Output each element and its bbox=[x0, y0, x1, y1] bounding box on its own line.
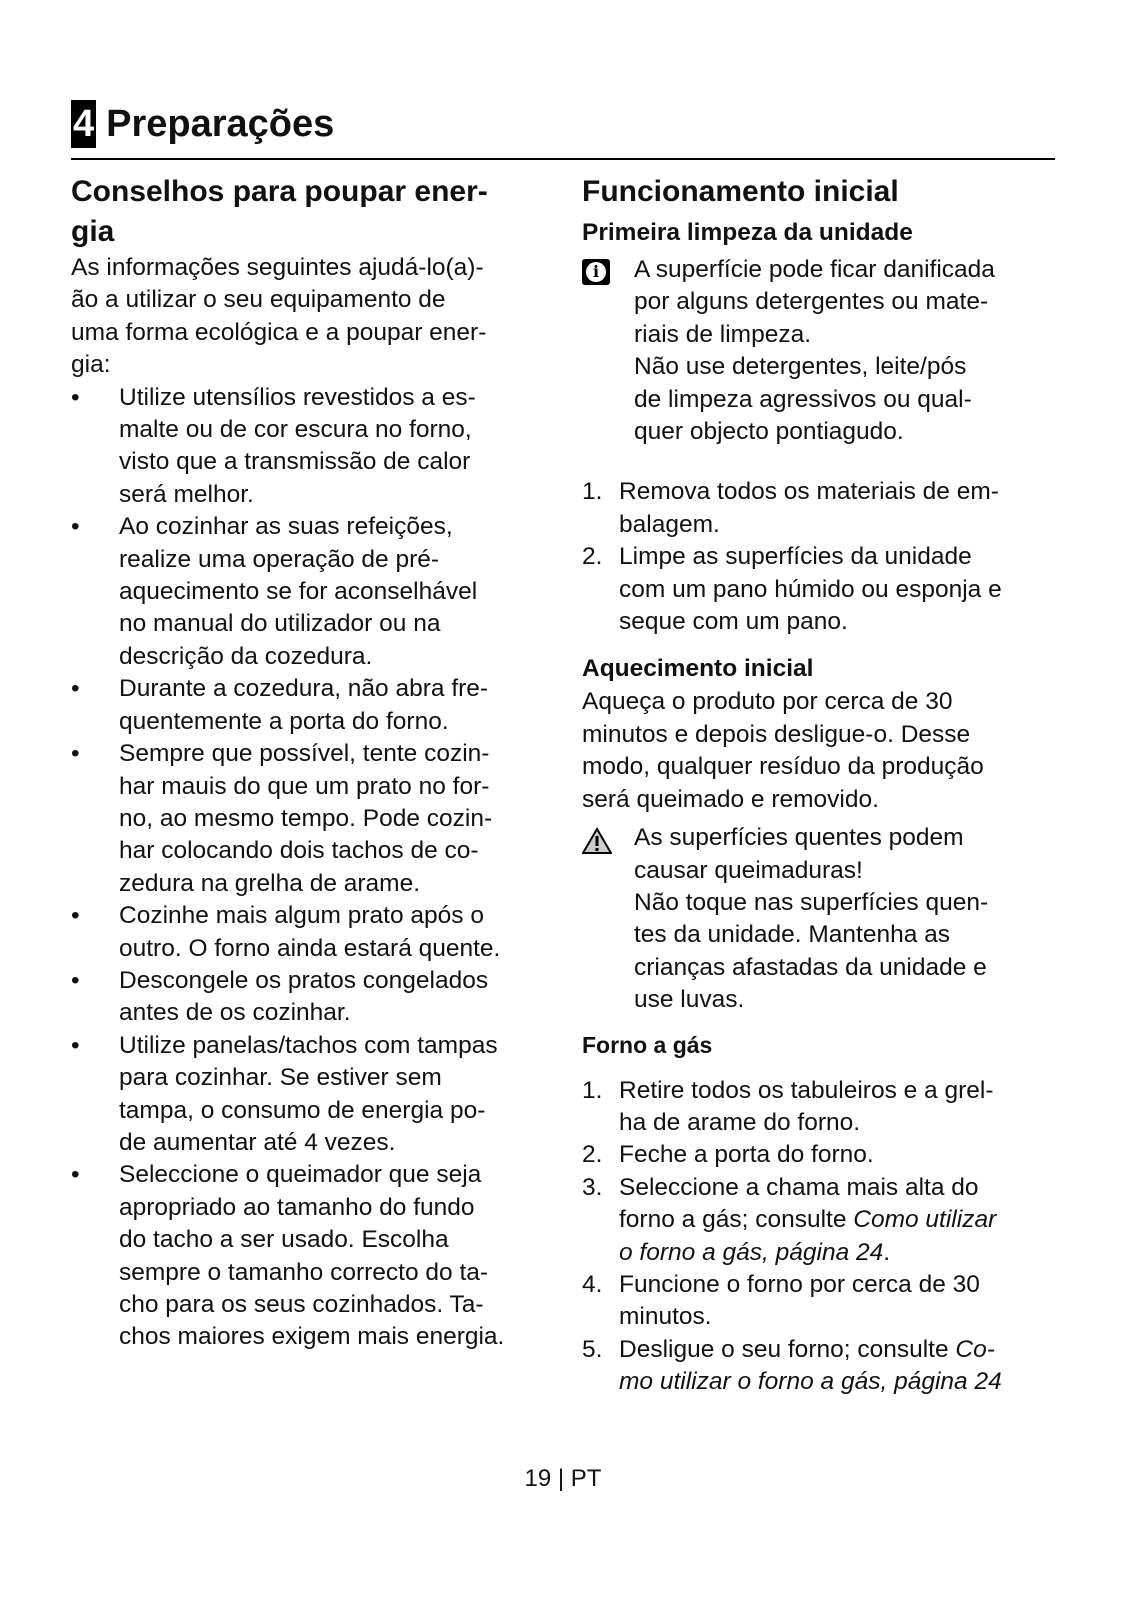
warning-note: As superfícies quentes podem causar queimaduras! Não toque nas superfícies quen- tes da unidade. Mantenha as crianças afastadas da unidade e use luvas. bbox=[582, 822, 1052, 1016]
bullet-icon: • bbox=[71, 740, 80, 768]
initial-heating-heading: Aquecimento inicial bbox=[582, 655, 814, 683]
gas-step: 4. Funcione o forno por cerca de 30 minutos. bbox=[582, 1270, 980, 1331]
bullet-icon: • bbox=[71, 383, 80, 411]
initial-heating-text: Aqueça o produto por cerca de 30 minutos e depois desligue-o. Desse modo, qualquer resíduo da produção será queimado e removido. bbox=[582, 688, 984, 813]
gas-oven-heading: Forno a gás bbox=[582, 1031, 713, 1058]
page-number: 19 | PT bbox=[524, 1465, 602, 1492]
info-icon: i bbox=[582, 259, 610, 285]
cross-reference-link: Co- bbox=[955, 1335, 995, 1363]
bullet-icon: • bbox=[71, 966, 80, 994]
gas-oven-steps bbox=[582, 1075, 1052, 1399]
energy-tip-item: • Seleccione o queimador que seja apropriado ao tamanho do fundo do tacho a ser usado. Escolha sempre o tamanho correcto do ta- cho para os seus cozinhados. Ta- chos maiores exigem mais energia. bbox=[71, 1159, 551, 1353]
warning-icon bbox=[582, 827, 612, 855]
energy-tip-item: • Descongele os pratos congelados antes de os cozinhar. bbox=[71, 965, 551, 1030]
energy-tip-item: • Utilize panelas/tachos com tampas para cozinhar. Se estiver sem tampa, o consumo de energia po- de aumentar até 4 vezes. bbox=[71, 1030, 551, 1160]
heading-rule bbox=[71, 158, 1055, 160]
bullet-icon: • bbox=[71, 675, 80, 703]
cross-reference-link: Como utilizar bbox=[853, 1206, 997, 1234]
energy-tip-item: • Durante a cozedura, não abra fre- quentemente a porta do forno. bbox=[71, 673, 551, 738]
cleaning-steps bbox=[582, 476, 1052, 638]
gas-step: 2. Feche a porta do forno. bbox=[582, 1141, 874, 1169]
cleaning-step: 1. Remova todos os materiais de em- balagem. bbox=[582, 478, 999, 538]
bullet-icon: • bbox=[71, 1161, 80, 1189]
initial-operation-section bbox=[582, 172, 1052, 1399]
bullet-icon: • bbox=[71, 1031, 80, 1059]
energy-tip-item: • Cozinhe mais algum prato após o outro. O forno ainda estará quente. bbox=[71, 900, 551, 965]
gas-step: 1. Retire todos os tabuleiros e a grel- ha de arame do forno. bbox=[582, 1076, 994, 1136]
cleaning-step: 2. Limpe as superfícies da unidade com um pano húmido ou esponja e seque com um pano. bbox=[582, 543, 1002, 636]
gas-step: 5. Desligue o seu forno; consulte Co- mo utilizar o forno a gás, página 24 bbox=[582, 1335, 1002, 1396]
chapter-number: 4 bbox=[71, 100, 96, 148]
gas-step: 3. Seleccione a chama mais alta do forno a gás; consulte Como utilizar o forno a gás, página 24. bbox=[582, 1173, 997, 1266]
energy-tips-list bbox=[71, 382, 551, 1354]
info-note: i A superfície pode ficar danificada por alguns detergentes ou mate- riais de limpeza. Não use detergentes, leite/pós de limpeza agressivos ou qual- quer objecto pontiagudo. bbox=[582, 254, 1052, 448]
energy-tip-item: • Ao cozinhar as suas refeições, realize uma operação de pré- aquecimento se for aconselhável no manual do utilizador ou na descrição da cozedura. bbox=[71, 511, 551, 673]
energy-saving-intro: As informações seguintes ajudá-lo(a)- ão a utilizar o seu equipamento de uma forma ecológica e a poupar ener- gia: bbox=[71, 254, 487, 379]
cross-reference-link: o forno a gás, página 24 bbox=[619, 1238, 884, 1266]
chapter-title: Preparações bbox=[106, 103, 335, 145]
energy-saving-section bbox=[71, 172, 551, 1354]
bullet-icon: • bbox=[71, 513, 80, 541]
initial-operation-title: Funcionamento inicial bbox=[582, 175, 899, 208]
energy-tip-item: • Sempre que possível, tente cozin- har mauis do que um prato no for- no, ao mesmo tempo. Pode cozin- har colocando dois tachos de co- zedura na grelha de arame. bbox=[71, 738, 551, 900]
bullet-icon: • bbox=[71, 902, 80, 930]
first-cleaning-heading: Primeira limpeza da unidade bbox=[582, 219, 913, 246]
energy-saving-title: Conselhos para poupar ener- gia bbox=[71, 175, 488, 248]
cross-reference-link: mo utilizar o forno a gás, página 24 bbox=[619, 1368, 1002, 1396]
chapter-heading bbox=[71, 100, 334, 148]
energy-tip-item: • Utilize utensílios revestidos a es- malte ou de cor escura no forno, visto que a transmissão de calor será melhor. bbox=[71, 382, 551, 512]
